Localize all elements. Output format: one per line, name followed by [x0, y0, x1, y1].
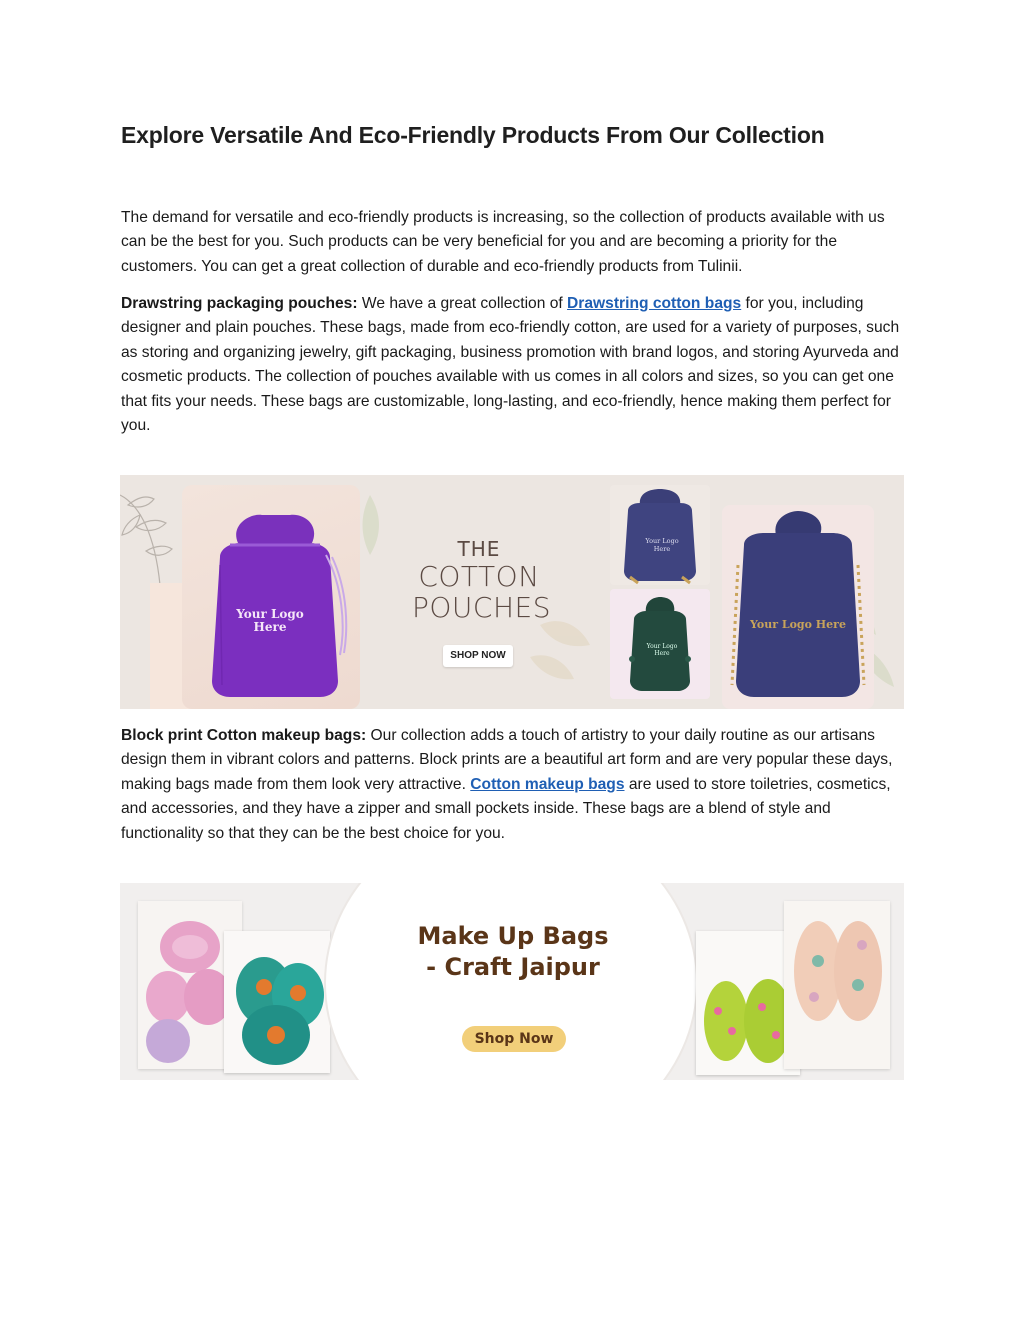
cotton-makeup-bags-link[interactable]: Cotton makeup bags	[470, 775, 625, 793]
section-makeup-text-a: Our collection adds a touch of artistry to your daily routine as our artisans design them in vibrant colors and patterns. Block prints are a beautiful art form and are very popular these days, making bags made from them look very attractive.	[121, 727, 893, 793]
green-pouch-logo-text: Your Logo Here	[646, 643, 678, 657]
section-drawstring-text-a: We have a great collection of	[357, 295, 568, 312]
section-makeup-text-b: are used to store toiletries, cosmetics, and accessories, and they have a zipper and small pockets inside. These bags are a blend of style and functionality so that they can be the best choice for you.	[121, 775, 891, 842]
banner-pouches-title-line2: COTTON	[418, 560, 540, 593]
page-title: Explore Versatile And Eco-Friendly Products From Our Collection	[121, 122, 825, 148]
drawstring-cotton-bags-link[interactable]: Drawstring cotton bags	[567, 295, 742, 312]
banner-makeup-title	[378, 921, 648, 983]
section-makeup-heading: Block print Cotton makeup bags:	[121, 727, 367, 744]
peach-makeup-bags-image	[784, 901, 890, 1069]
banner-pouches-title-line1: THE	[457, 537, 501, 561]
makeup-bags-banner[interactable]	[120, 883, 904, 1080]
purple-pouch-image	[200, 505, 350, 701]
navy-pouch-large-image	[722, 505, 874, 709]
section-drawstring-heading: Drawstring packaging pouches:	[121, 295, 358, 312]
navy-pouch-large-photo	[722, 505, 874, 709]
banner-makeup-title-line2: - Craft Jaipur	[426, 953, 600, 981]
shop-now-button-makeup[interactable]: Shop Now	[462, 1026, 566, 1052]
banner-pouches-title	[412, 537, 551, 624]
teal-makeup-bags-image	[224, 931, 330, 1073]
cotton-pouches-banner[interactable]	[120, 475, 904, 709]
teal-makeup-bags-photo	[224, 931, 330, 1073]
navy-pouch-large-logo-text: Your Logo Here	[750, 618, 846, 631]
banner-pouches-title-line3: POUCHES	[412, 591, 551, 624]
purple-pouch-logo-text: Your Logo Here	[236, 607, 304, 634]
section-drawstring-text-b: for you, including designer and plain pouches. These bags, made from eco-friendly cotton, are used for a variety of purposes, such as storing and organizing jewelry, gift packaging, business promotion with brand logos, and storing Ayurveda and cosmetic products. The collection of pouches available with us comes in all colors and sizes, so you can get one that fits your needs. These bags are customizable, long-lasting, and eco-friendly, hence making them perfect for you.	[121, 295, 900, 435]
intro-paragraph: The demand for versatile and eco-friendly products is increasing, so the collection of products available with us can be the best for you. Such products can be very beneficial for you and are becoming a priority for the customers. You can get a great collection of durable and eco-friendly products from Tulinii.	[121, 209, 885, 275]
section-makeup-paragraph	[121, 724, 907, 846]
banner-makeup-title-line1: Make Up Bags	[417, 922, 609, 950]
navy-pouch-small-photo	[610, 485, 710, 585]
peach-makeup-bags-photo	[784, 901, 890, 1069]
navy-pouch-small-image	[610, 485, 710, 585]
navy-pouch-small-logo-text: Your Logo Here	[645, 537, 679, 553]
shop-now-button[interactable]: SHOP NOW	[443, 645, 513, 667]
section-drawstring-paragraph	[121, 292, 907, 438]
